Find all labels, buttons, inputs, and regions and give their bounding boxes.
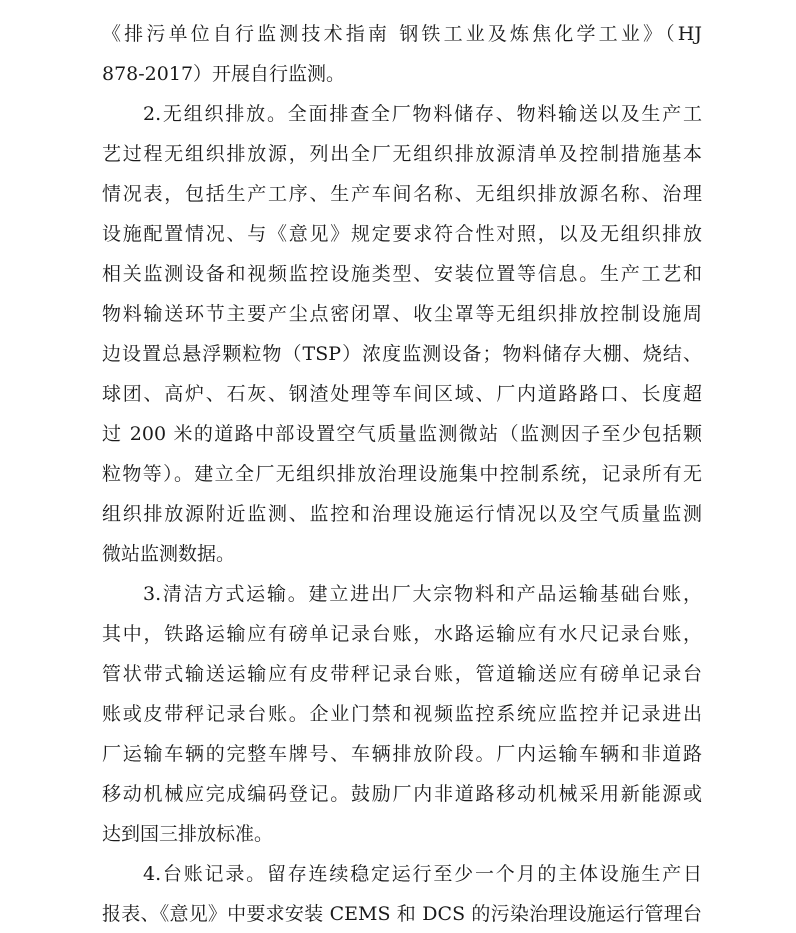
text-line-8: 物料输送环节主要产尘点密闭罩、收尘罩等无组织排放控制设施周 — [102, 303, 702, 325]
text-line-13: 组织排放源附近监测、监控和治理设施运行情况以及空气质量监测 — [102, 503, 702, 525]
text-line-11: 过 200 米的道路中部设置空气质量监测微站（监测因子至少包括颗 — [102, 423, 702, 445]
text-line-19: 厂运输车辆的完整车牌号、车辆排放阶段。厂内运输车辆和非道路 — [102, 743, 702, 765]
paragraph-2-heading-line: 2.无组织排放。全面排查全厂物料储存、物料输送以及生产工 — [143, 103, 702, 125]
text-line-23: 报表、《意见》中要求安装 CEMS 和 DCS 的污染治理设施运行管理台 — [102, 903, 702, 925]
text-line-21: 达到国三排放标准。 — [102, 823, 274, 845]
text-line-4: 艺过程无组织排放源，列出全厂无组织排放源清单及控制措施基本 — [102, 143, 702, 165]
text-line-5: 情况表，包括生产工序、生产车间名称、无组织排放源名称、治理 — [102, 183, 702, 205]
text-line-12: 粒物等）。建立全厂无组织排放治理设施集中控制系统，记录所有无 — [102, 463, 702, 485]
text-line-10: 球团、高炉、石灰、钢渣处理等车间区域、厂内道路路口、长度超 — [102, 383, 702, 405]
text-line-1: 《排污单位自行监测技术指南 钢铁工业及炼焦化学工业》（HJ — [102, 23, 702, 45]
text-line-18: 账或皮带秤记录台账。企业门禁和视频监控系统应监控并记录进出 — [102, 703, 702, 725]
text-line-14: 微站监测数据。 — [102, 543, 236, 565]
paragraph-4-heading-line: 4.台账记录。留存连续稳定运行至少一个月的主体设施生产日 — [143, 863, 702, 885]
paragraph-3-heading-line: 3.清洁方式运输。建立进出厂大宗物料和产品运输基础台账， — [143, 583, 702, 605]
text-line-20: 移动机械应完成编码登记。鼓励厂内非道路移动机械采用新能源或 — [102, 783, 702, 805]
text-line-7: 相关监测设备和视频监控设施类型、安装位置等信息。生产工艺和 — [102, 263, 702, 285]
text-line-17: 管状带式输送运输应有皮带秤记录台账，管道输送应有磅单记录台 — [102, 663, 702, 685]
text-line-2: 878-2017）开展自行监测。 — [102, 63, 346, 85]
text-line-16: 其中，铁路运输应有磅单记录台账，水路运输应有水尺记录台账， — [102, 623, 702, 645]
text-line-9: 边设置总悬浮颗粒物（TSP）浓度监测设备；物料储存大棚、烧结、 — [102, 343, 702, 365]
text-line-6: 设施配置情况、与《意见》规定要求符合性对照，以及无组织排放 — [102, 223, 702, 245]
